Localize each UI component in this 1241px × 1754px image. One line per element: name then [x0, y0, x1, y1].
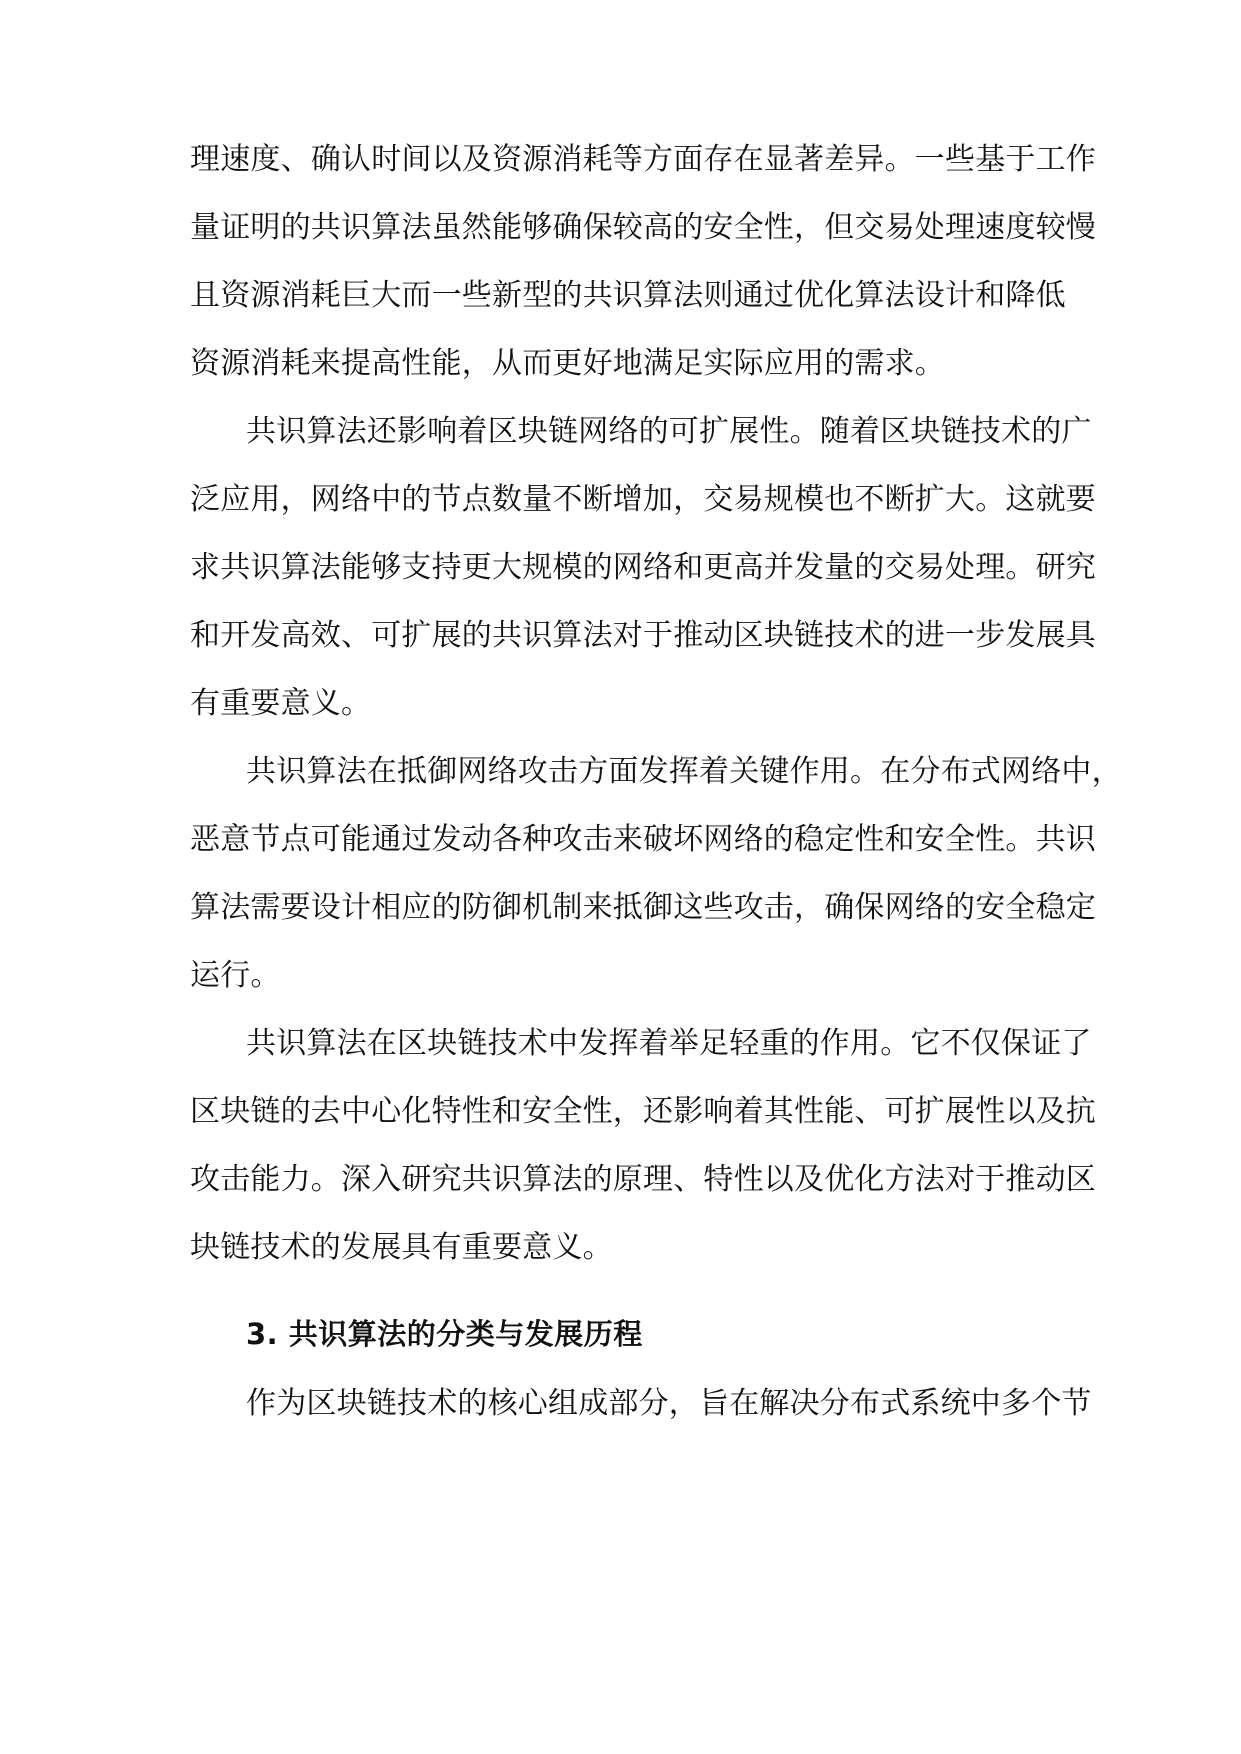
paragraph-first-line: 共识算法在区块链技术中发挥着举足轻重的作用。它不仅保证了: [246, 1026, 1092, 1061]
text-line: 且资源消耗巨大而一些新型的共识算法则通过优化算法设计和降低: [190, 278, 1066, 313]
text-line: 算法需要设计相应的防御机制来抵御这些攻击，确保网络的安全稳定: [190, 890, 1096, 925]
text-line: 块链技术的发展具有重要意义。: [190, 1230, 613, 1265]
text-line: 区块链的去中心化特性和安全性，还影响着其性能、可扩展性以及抗: [190, 1094, 1096, 1129]
section-heading: 3. 共识算法的分类与发展历程: [246, 1317, 643, 1351]
paragraph-first-line: 作为区块链技术的核心组成部分，旨在解决分布式系统中多个节: [246, 1386, 1092, 1421]
text-line: 和开发高效、可扩展的共识算法对于推动区块链技术的进一步发展具: [190, 618, 1096, 653]
text-line: 资源消耗来提高性能，从而更好地满足实际应用的需求。: [190, 346, 945, 381]
paragraph-first-line: 共识算法还影响着区块链网络的可扩展性。随着区块链技术的广: [246, 414, 1092, 449]
text-line: 理速度、确认时间以及资源消耗等方面存在显著差异。一些基于工作: [190, 142, 1096, 177]
text-line: 量证明的共识算法虽然能够确保较高的安全性，但交易处理速度较慢: [190, 210, 1096, 245]
text-line: 泛应用，网络中的节点数量不断增加，交易规模也不断扩大。这就要: [190, 482, 1096, 517]
text-line: 运行。: [190, 958, 281, 993]
text-line: 攻击能力。深入研究共识算法的原理、特性以及优化方法对于推动区: [190, 1162, 1096, 1197]
text-line: 有重要意义。: [190, 686, 372, 721]
text-line: 恶意节点可能通过发动各种攻击来破坏网络的稳定性和安全性。共识: [190, 822, 1096, 857]
paragraph-first-line: 共识算法在抵御网络攻击方面发挥着关键作用。在分布式网络中，: [246, 754, 1122, 789]
text-line: 求共识算法能够支持更大规模的网络和更高并发量的交易处理。研究: [190, 550, 1096, 585]
